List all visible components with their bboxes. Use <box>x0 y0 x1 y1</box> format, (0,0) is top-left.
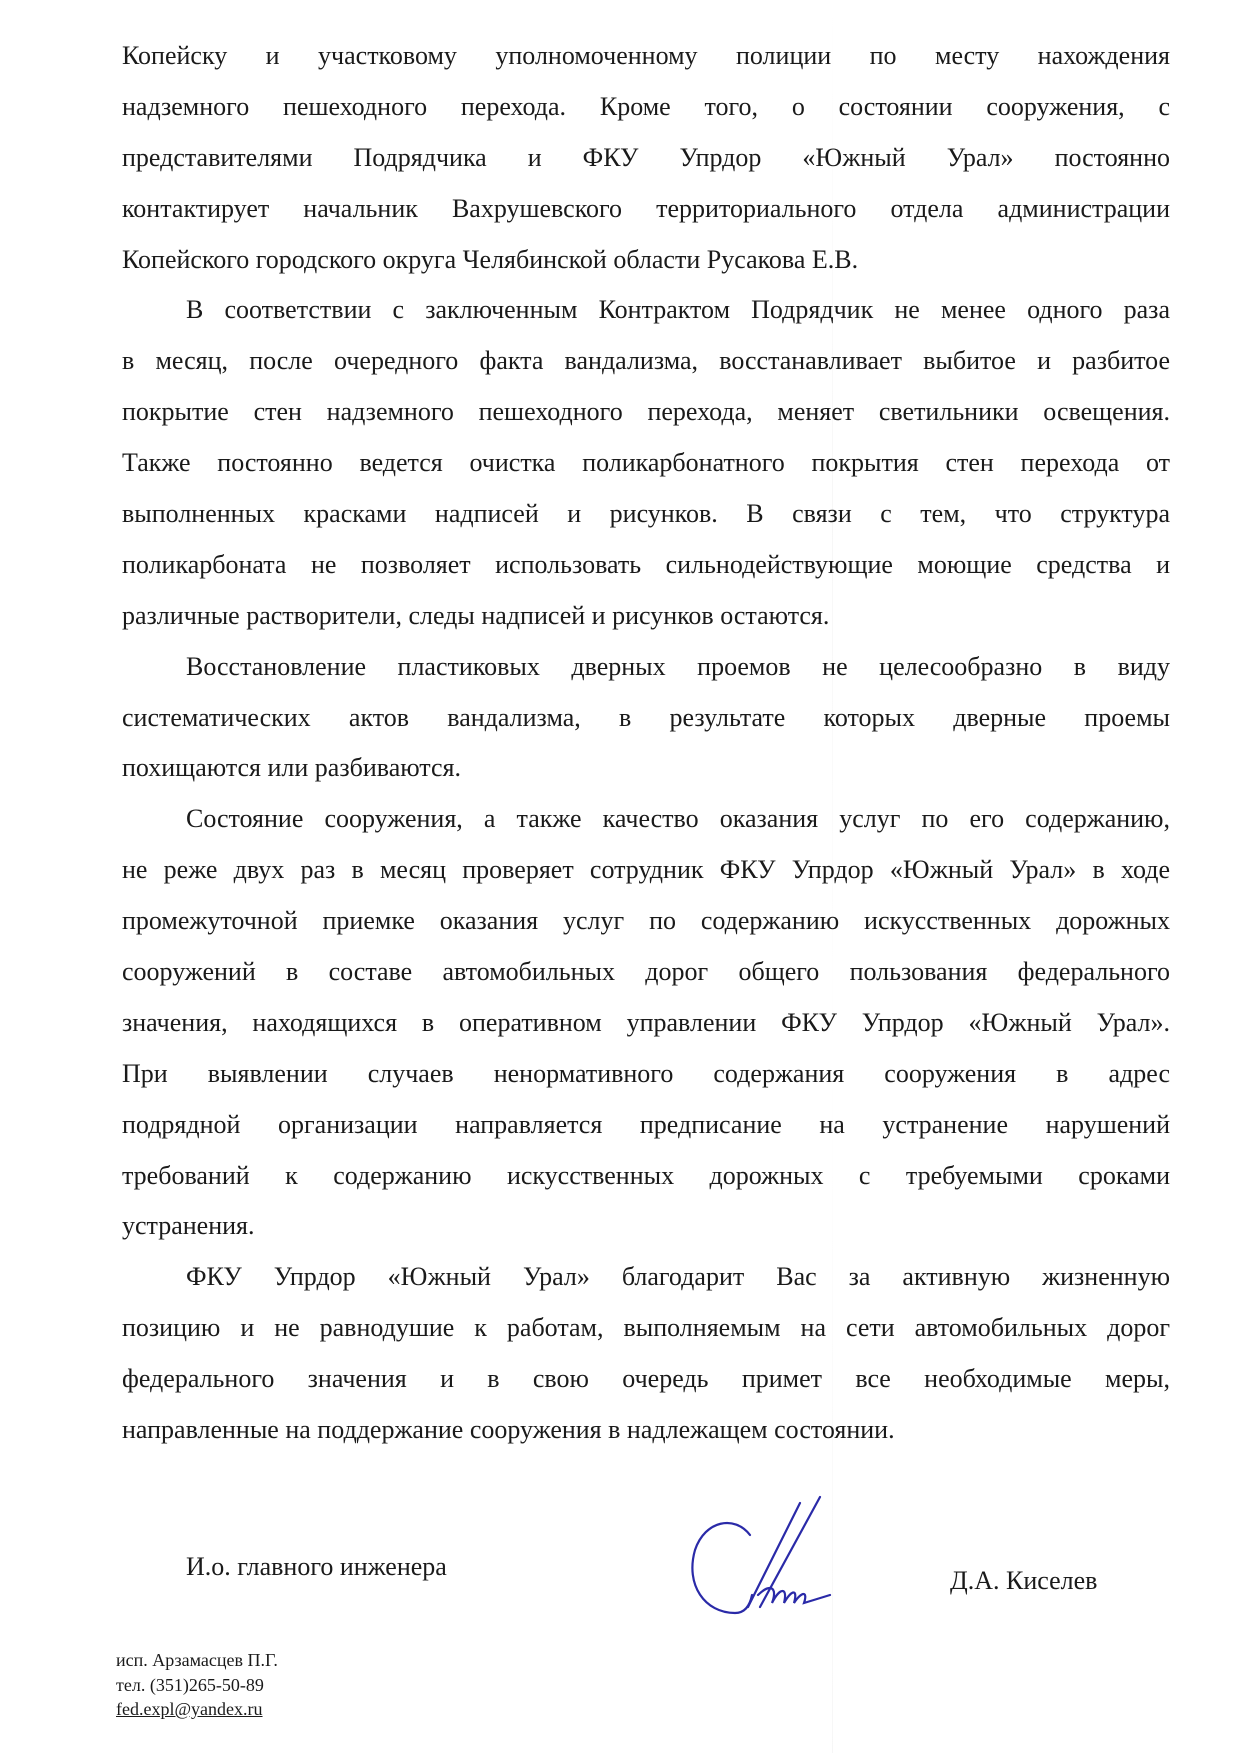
handwritten-signature <box>680 1495 855 1625</box>
paragraph <box>122 285 1170 641</box>
paragraph-line: В соответствии с заключенным Контрактом Подрядчик не менее одного раза <box>186 295 1170 325</box>
paragraph-line: различные растворители, следы надписей и рисунков остаются. <box>122 600 830 630</box>
paragraph-line: Копейску и участковому уполномоченному полиции по месту нахождения <box>122 41 1170 70</box>
paragraph-line: Восстановление пластиковых дверных проемов не целесообразно в виду <box>186 651 1170 681</box>
paragraph-line: похищаются или разбиваются. <box>122 753 461 783</box>
paragraph-line: Копейского городского округа Челябинской области Русакова Е.В. <box>122 244 859 274</box>
paragraph-line: При выявлении случаев ненормативного содержания сооружения в адрес <box>122 1058 1170 1088</box>
executor-footer <box>116 1648 278 1722</box>
paragraph-line: в месяц, после очередного факта вандализма, восстанавливает выбитое и разбитое <box>122 346 1170 376</box>
paragraph-line: представителями Подрядчика и ФКУ Упрдор «Южный Урал» постоянно <box>122 142 1170 172</box>
paragraph-line: систематических актов вандализма, в результате которых дверные проемы <box>122 702 1170 732</box>
paragraph-line: поликарбоната не позволяет использовать сильнодействующие моющие средства и <box>122 549 1170 579</box>
paragraph <box>122 1252 1170 1456</box>
paragraph-line: требований к содержанию искусственных дорожных с требуемыми сроками <box>122 1160 1170 1190</box>
paragraph-line: выполненных красками надписей и рисунков. В связи с тем, что структура <box>122 499 1170 529</box>
paragraph-line: ФКУ Упрдор «Южный Урал» благодарит Вас за активную жизненную <box>186 1262 1170 1292</box>
signatory-position: И.о. главного инженера <box>186 1552 447 1581</box>
paragraph-line: Также постоянно ведется очистка поликарбонатного покрытия стен перехода от <box>122 448 1170 478</box>
paragraph-line: сооружений в составе автомобильных дорог общего пользования федерального <box>122 957 1170 987</box>
paragraph-line: не реже двух раз в месяц проверяет сотрудник ФКУ Упрдор «Южный Урал» в ходе <box>122 855 1170 885</box>
paragraph-line: надземного пешеходного перехода. Кроме того, о состоянии сооружения, с <box>122 91 1170 121</box>
paragraph-line: Состояние сооружения, а также качество оказания услуг по его содержанию, <box>186 804 1170 834</box>
paragraph <box>122 31 1170 285</box>
paragraph-line: промежуточной приемке оказания услуг по содержанию искусственных дорожных <box>122 906 1170 936</box>
paragraph-line: федерального значения и в свою очередь примет все необходимые меры, <box>122 1364 1170 1394</box>
executor-email-link[interactable]: fed.expl@yandex.ru <box>116 1699 263 1719</box>
paragraph-line: устранения. <box>122 1211 255 1241</box>
paragraph <box>122 794 1170 1252</box>
paragraph-line: контактирует начальник Вахрушевского территориального отдела администрации <box>122 193 1170 223</box>
paragraph-line: покрытие стен надземного пешеходного перехода, меняет светильники освещения. <box>122 397 1170 427</box>
paragraph-line: направленные на поддержание сооружения в надлежащем состоянии. <box>122 1415 895 1445</box>
paragraph <box>122 642 1170 795</box>
executor-phone: тел. (351)265-50-89 <box>116 1674 264 1695</box>
paragraph-line: позицию и не равнодушие к работам, выполняемым на сети автомобильных дорог <box>122 1313 1170 1343</box>
signatory-name: Д.А. Киселев <box>950 1566 1098 1595</box>
paragraph-line: подрядной организации направляется предписание на устранение нарушений <box>122 1109 1170 1139</box>
letter-body <box>122 31 1170 1456</box>
executor-name: исп. Арзамасцев П.Г. <box>116 1650 278 1670</box>
paragraph-line: значения, находящихся в оперативном управлении ФКУ Упрдор «Южный Урал». <box>122 1007 1170 1037</box>
